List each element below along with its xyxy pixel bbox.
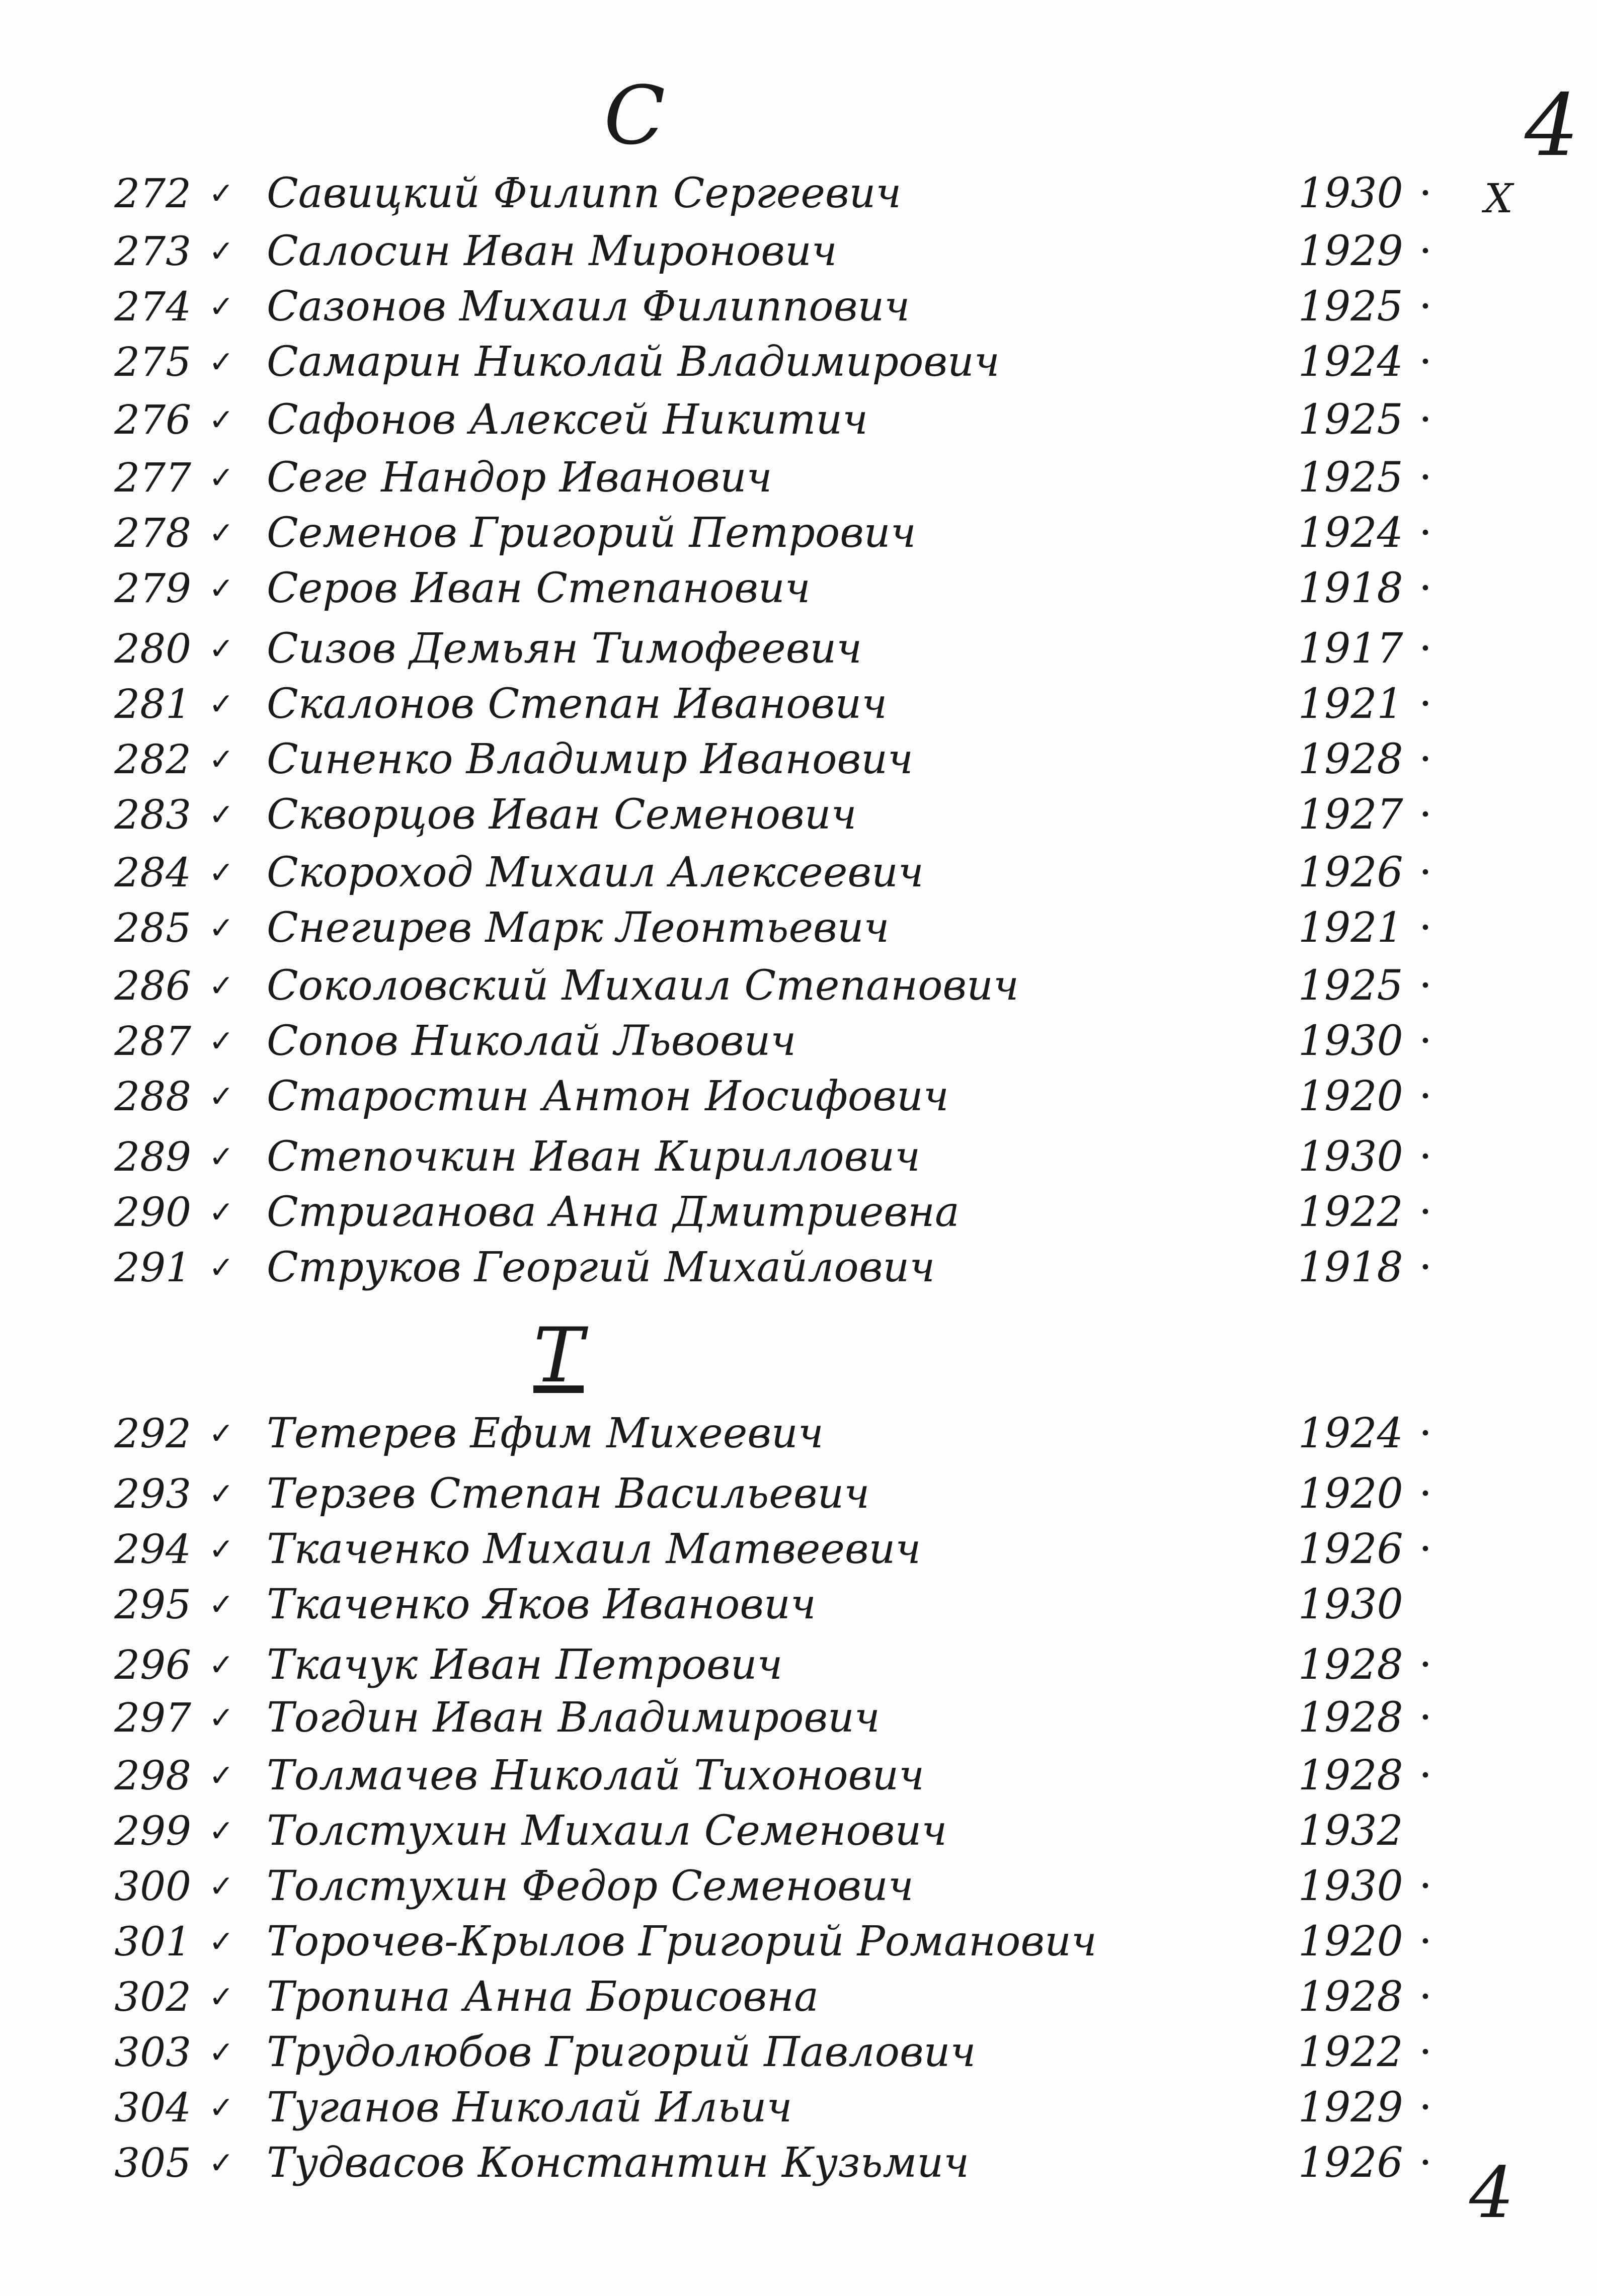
birth-year: 1918 bbox=[1298, 1244, 1403, 1291]
list-item bbox=[0, 734, 1597, 785]
entry-number: 288 bbox=[114, 1073, 191, 1120]
birth-year: 1929 bbox=[1298, 2084, 1403, 2131]
entry-mark: · bbox=[1419, 1525, 1432, 1573]
person-name: Тогдин Иван Владимирович bbox=[267, 1694, 880, 1742]
person-name: Семенов Григорий Петрович bbox=[267, 509, 916, 557]
entry-number: 298 bbox=[114, 1752, 191, 1799]
entry-mark: · bbox=[1419, 1017, 1432, 1065]
check-mark: ✓ bbox=[208, 1869, 234, 1904]
entry-number: 281 bbox=[114, 681, 191, 727]
person-name: Тетерев Ефим Михеевич bbox=[267, 1410, 824, 1457]
entry-number: 280 bbox=[114, 625, 191, 672]
birth-year: 1922 bbox=[1298, 1188, 1403, 1236]
birth-year: 1920 bbox=[1298, 1470, 1403, 1518]
list-item bbox=[0, 1751, 1597, 1801]
check-mark: ✓ bbox=[208, 1079, 234, 1114]
check-mark: ✓ bbox=[208, 289, 234, 324]
page-number-bottom: 4 bbox=[1469, 2152, 1514, 2234]
person-name: Ткаченко Михаил Матвеевич bbox=[267, 1525, 921, 1573]
list-item bbox=[0, 1640, 1597, 1690]
entry-number: 285 bbox=[114, 905, 191, 951]
entry-mark: · bbox=[1419, 1073, 1432, 1120]
list-item bbox=[0, 1861, 1597, 1912]
entry-mark: · bbox=[1419, 791, 1432, 839]
birth-year: 1928 bbox=[1298, 735, 1403, 783]
person-name: Тропина Анна Борисовна bbox=[267, 1973, 819, 2021]
list-item bbox=[0, 903, 1597, 953]
section-heading-s: С bbox=[604, 68, 666, 162]
check-mark: ✓ bbox=[208, 1250, 234, 1285]
person-name: Стриганова Анна Дмитриевна bbox=[267, 1188, 960, 1236]
list-item bbox=[0, 1806, 1597, 1856]
birth-year: 1920 bbox=[1298, 1918, 1403, 1965]
list-item bbox=[0, 1409, 1597, 1459]
entry-mark: · bbox=[1419, 1470, 1432, 1518]
entry-number: 286 bbox=[114, 962, 191, 1009]
entry-mark: · bbox=[1419, 1410, 1432, 1457]
birth-year: 1917 bbox=[1298, 625, 1403, 673]
birth-year: 1925 bbox=[1298, 962, 1403, 1010]
check-mark: ✓ bbox=[208, 1024, 234, 1059]
check-mark: ✓ bbox=[208, 1758, 234, 1793]
check-mark: ✓ bbox=[208, 631, 234, 667]
entry-mark: · bbox=[1419, 454, 1432, 502]
check-mark: ✓ bbox=[208, 516, 234, 551]
entry-number: 304 bbox=[114, 2084, 191, 2131]
page-number-top-mark: Х bbox=[1484, 175, 1513, 222]
check-mark: ✓ bbox=[208, 742, 234, 777]
birth-year: 1927 bbox=[1298, 791, 1403, 839]
person-name: Трудолюбов Григорий Павлович bbox=[267, 2028, 976, 2076]
person-name: Толстухин Федор Семенович bbox=[267, 1862, 914, 1910]
list-item bbox=[0, 2027, 1597, 2078]
birth-year: 1930 bbox=[1298, 1581, 1403, 1628]
birth-year: 1925 bbox=[1298, 283, 1403, 331]
entry-number: 279 bbox=[114, 565, 191, 612]
list-item bbox=[0, 508, 1597, 558]
list-item bbox=[0, 563, 1597, 614]
birth-year: 1921 bbox=[1298, 680, 1403, 728]
entry-number: 272 bbox=[114, 170, 191, 217]
person-name: Салосин Иван Миронович bbox=[267, 227, 837, 275]
entry-number: 282 bbox=[114, 736, 191, 783]
person-name: Толстухин Михаил Семенович bbox=[267, 1807, 947, 1855]
birth-year: 1920 bbox=[1298, 1073, 1403, 1120]
entry-mark: · bbox=[1419, 962, 1432, 1010]
list-item bbox=[0, 1243, 1597, 1293]
check-mark: ✓ bbox=[208, 1980, 234, 2015]
entry-number: 297 bbox=[114, 1694, 191, 1741]
list-item bbox=[0, 337, 1597, 387]
person-name: Тудвасов Константин Кузьмич bbox=[267, 2139, 970, 2187]
list-item bbox=[0, 1693, 1597, 1743]
birth-year: 1930 bbox=[1298, 1017, 1403, 1065]
entry-mark: · bbox=[1419, 509, 1432, 557]
entry-number: 305 bbox=[114, 2140, 191, 2186]
person-name: Соколовский Михаил Степанович bbox=[267, 962, 1019, 1010]
check-mark: ✓ bbox=[208, 402, 234, 438]
entry-mark: · bbox=[1419, 904, 1432, 952]
list-item bbox=[0, 848, 1597, 898]
birth-year: 1921 bbox=[1298, 904, 1403, 952]
person-name: Толмачев Николай Тихонович bbox=[267, 1752, 925, 1799]
entry-mark: · bbox=[1419, 1133, 1432, 1181]
list-item bbox=[0, 395, 1597, 445]
check-mark: ✓ bbox=[208, 1814, 234, 1849]
person-name: Снегирев Марк Леонтьевич bbox=[267, 904, 890, 952]
entry-mark: · bbox=[1419, 1694, 1432, 1742]
entry-number: 287 bbox=[114, 1018, 191, 1064]
entry-number: 303 bbox=[114, 2029, 191, 2076]
entry-number: 276 bbox=[114, 396, 191, 443]
list-item bbox=[0, 1469, 1597, 1519]
person-name: Сазонов Михаил Филиппович bbox=[267, 283, 910, 331]
entry-mark: · bbox=[1419, 1244, 1432, 1291]
entry-mark: · bbox=[1419, 625, 1432, 673]
birth-year: 1922 bbox=[1298, 2028, 1403, 2076]
list-item bbox=[0, 1972, 1597, 2022]
person-name: Туганов Николай Ильич bbox=[267, 2084, 792, 2131]
entry-number: 273 bbox=[114, 228, 191, 275]
birth-year: 1924 bbox=[1298, 509, 1403, 557]
birth-year: 1924 bbox=[1298, 1410, 1403, 1457]
entry-number: 291 bbox=[114, 1244, 191, 1291]
person-name: Струков Георгий Михайлович bbox=[267, 1244, 935, 1291]
list-item bbox=[0, 790, 1597, 840]
check-mark: ✓ bbox=[208, 1195, 234, 1230]
entry-mark: · bbox=[1419, 1752, 1432, 1799]
entry-number: 290 bbox=[114, 1189, 191, 1236]
entry-mark: · bbox=[1419, 2139, 1432, 2187]
birth-year: 1918 bbox=[1298, 564, 1403, 612]
person-name: Скворцов Иван Семенович bbox=[267, 791, 857, 839]
birth-year: 1930 bbox=[1298, 170, 1403, 217]
person-name: Савицкий Филипп Сергеевич bbox=[267, 170, 902, 217]
entry-mark: · bbox=[1419, 1188, 1432, 1236]
check-mark: ✓ bbox=[208, 1700, 234, 1736]
list-item bbox=[0, 1016, 1597, 1067]
page-number-top: 4 bbox=[1525, 76, 1579, 176]
entry-mark: · bbox=[1419, 396, 1432, 444]
check-mark: ✓ bbox=[208, 911, 234, 946]
entry-mark: · bbox=[1419, 680, 1432, 728]
list-item bbox=[0, 1187, 1597, 1238]
entry-number: 294 bbox=[114, 1526, 191, 1573]
check-mark: ✓ bbox=[208, 2146, 234, 2181]
birth-year: 1928 bbox=[1298, 1694, 1403, 1742]
person-name: Ткачук Иван Петрович bbox=[267, 1641, 783, 1689]
birth-year: 1926 bbox=[1298, 2139, 1403, 2187]
birth-year: 1924 bbox=[1298, 338, 1403, 386]
check-mark: ✓ bbox=[208, 1139, 234, 1175]
person-name: Сеге Нандор Иванович bbox=[267, 454, 772, 502]
birth-year: 1929 bbox=[1298, 227, 1403, 275]
person-name: Сизов Демьян Тимофеевич bbox=[267, 625, 862, 673]
entry-mark: · bbox=[1419, 564, 1432, 612]
person-name: Терзев Степан Васильевич bbox=[267, 1470, 870, 1518]
birth-year: 1925 bbox=[1298, 396, 1403, 444]
check-mark: ✓ bbox=[208, 797, 234, 833]
check-mark: ✓ bbox=[208, 687, 234, 722]
birth-year: 1930 bbox=[1298, 1862, 1403, 1910]
section-heading-t: Т bbox=[533, 1312, 584, 1400]
birth-year: 1932 bbox=[1298, 1807, 1403, 1855]
check-mark: ✓ bbox=[208, 2035, 234, 2070]
person-name: Скороход Михаил Алексеевич bbox=[267, 849, 924, 896]
entry-number: 275 bbox=[114, 339, 191, 385]
entry-mark: · bbox=[1419, 1862, 1432, 1910]
check-mark: ✓ bbox=[208, 345, 234, 380]
entry-number: 274 bbox=[114, 283, 191, 330]
entry-number: 277 bbox=[114, 454, 191, 501]
entry-mark: · bbox=[1419, 283, 1432, 331]
entry-mark: · bbox=[1419, 2028, 1432, 2076]
check-mark: ✓ bbox=[208, 968, 234, 1004]
entry-number: 302 bbox=[114, 1974, 191, 2020]
birth-year: 1928 bbox=[1298, 1752, 1403, 1799]
check-mark: ✓ bbox=[208, 234, 234, 269]
person-name: Торочев-Крылов Григорий Романович bbox=[267, 1918, 1097, 1965]
check-mark: ✓ bbox=[208, 1477, 234, 1512]
list-item bbox=[0, 1524, 1597, 1575]
entry-mark: · bbox=[1419, 1918, 1432, 1965]
entry-number: 296 bbox=[114, 1642, 191, 1688]
list-item bbox=[0, 2083, 1597, 2133]
list-item bbox=[0, 624, 1597, 674]
person-name: Синенко Владимир Иванович bbox=[267, 735, 914, 783]
birth-year: 1928 bbox=[1298, 1641, 1403, 1689]
list-item bbox=[0, 1917, 1597, 1967]
check-mark: ✓ bbox=[208, 1924, 234, 1959]
list-item bbox=[0, 226, 1597, 277]
person-name: Самарин Николай Владимирович bbox=[267, 338, 1000, 386]
list-item bbox=[0, 1072, 1597, 1122]
check-mark: ✓ bbox=[208, 2090, 234, 2125]
entry-mark: · bbox=[1419, 338, 1432, 386]
entry-mark: · bbox=[1419, 849, 1432, 896]
check-mark: ✓ bbox=[208, 176, 234, 211]
entry-mark: · bbox=[1419, 170, 1432, 217]
entry-number: 295 bbox=[114, 1581, 191, 1628]
entry-number: 299 bbox=[114, 1808, 191, 1854]
birth-year: 1928 bbox=[1298, 1973, 1403, 2021]
check-mark: ✓ bbox=[208, 571, 234, 606]
entry-mark: · bbox=[1419, 735, 1432, 783]
entry-mark: · bbox=[1419, 1641, 1432, 1689]
check-mark: ✓ bbox=[208, 1532, 234, 1567]
list-item bbox=[0, 961, 1597, 1011]
person-name: Серов Иван Степанович bbox=[267, 564, 811, 612]
list-item bbox=[0, 169, 1597, 222]
entry-number: 289 bbox=[114, 1133, 191, 1180]
check-mark: ✓ bbox=[208, 1587, 234, 1622]
entry-mark: · bbox=[1419, 2084, 1432, 2131]
birth-year: 1926 bbox=[1298, 1525, 1403, 1573]
list-item bbox=[0, 1580, 1597, 1630]
entry-number: 278 bbox=[114, 510, 191, 556]
list-item bbox=[0, 679, 1597, 729]
person-name: Сафонов Алексей Никитич bbox=[267, 396, 868, 444]
person-name: Степочкин Иван Кириллович bbox=[267, 1133, 921, 1181]
entry-mark: · bbox=[1419, 1973, 1432, 2021]
entry-number: 292 bbox=[114, 1410, 191, 1457]
check-mark: ✓ bbox=[208, 855, 234, 890]
entry-mark: · bbox=[1419, 227, 1432, 275]
person-name: Скалонов Степан Иванович bbox=[267, 680, 888, 728]
birth-year: 1930 bbox=[1298, 1133, 1403, 1181]
list-item bbox=[0, 1132, 1597, 1182]
entry-number: 293 bbox=[114, 1470, 191, 1517]
person-name: Сопов Николай Львович bbox=[267, 1017, 796, 1065]
person-name: Ткаченко Яков Иванович bbox=[267, 1581, 816, 1628]
list-item bbox=[0, 282, 1597, 332]
list-item bbox=[0, 453, 1597, 503]
entry-number: 300 bbox=[114, 1863, 191, 1910]
entry-number: 284 bbox=[114, 849, 191, 896]
list-item bbox=[0, 2138, 1597, 2188]
check-mark: ✓ bbox=[208, 460, 234, 496]
check-mark: ✓ bbox=[208, 1416, 234, 1451]
birth-year: 1926 bbox=[1298, 849, 1403, 896]
entry-number: 283 bbox=[114, 791, 191, 838]
entry-number: 301 bbox=[114, 1918, 191, 1965]
check-mark: ✓ bbox=[208, 1648, 234, 1683]
person-name: Старостин Антон Иосифович bbox=[267, 1073, 949, 1120]
birth-year: 1925 bbox=[1298, 454, 1403, 502]
